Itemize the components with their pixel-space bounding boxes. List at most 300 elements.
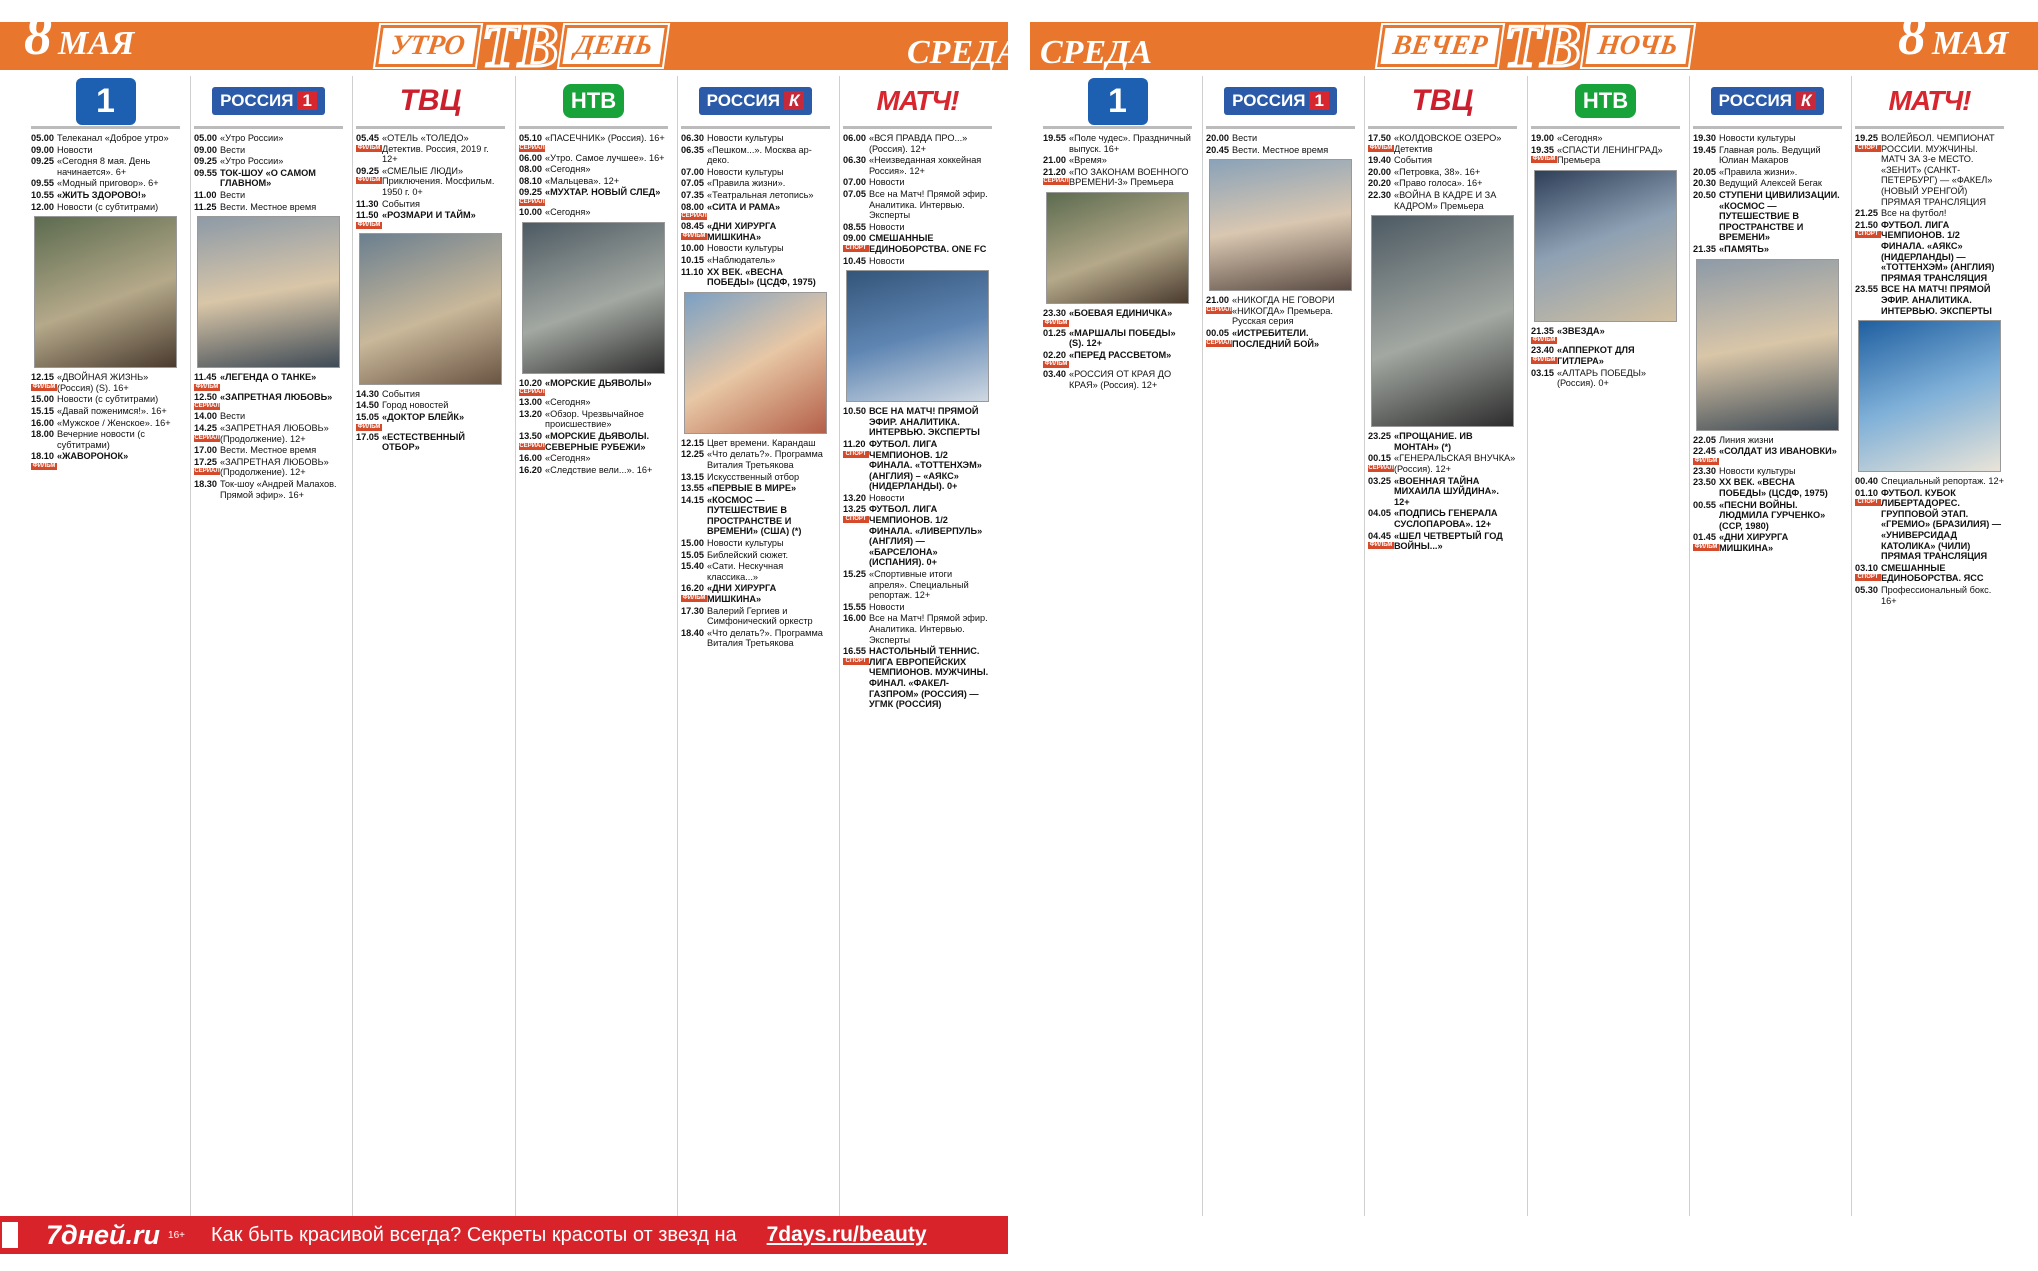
schedule-item — [1693, 435, 1842, 446]
genre-tag: СЕРИАЛ — [1206, 339, 1232, 346]
schedule-item — [194, 411, 343, 422]
schedule-item — [843, 256, 992, 267]
schedule-item — [1855, 476, 2004, 487]
channel-one-logo: 1 — [1043, 76, 1192, 129]
schedule-item — [681, 483, 830, 494]
schedule-item — [681, 178, 830, 189]
schedule-title: «ПРОЩАНИЕ. ИВ МОНТАН» (*) — [1394, 431, 1473, 452]
genre-tag: СПОРТ — [1855, 574, 1881, 581]
match-logo: МАТЧ! — [843, 76, 992, 129]
schedule-time: 23.30 — [1693, 465, 1716, 476]
program-photo — [522, 222, 665, 374]
schedule-item — [31, 451, 180, 470]
schedule-title: События — [382, 198, 420, 209]
program-photo — [1046, 192, 1189, 304]
schedule-list — [191, 129, 346, 500]
schedule-title: «Утро России» — [220, 156, 284, 167]
schedule-title: «ЖАВОРОНОК» — [57, 451, 129, 462]
schedule-item — [31, 190, 180, 201]
schedule-title: «ГЕНЕРАЛЬСКАЯ ВНУЧКА» (Россия). 12+ — [1394, 453, 1516, 474]
schedule-item — [681, 561, 830, 582]
schedule-time: 13.25 СПОРТ — [843, 504, 869, 568]
schedule-title: Все на Матч! Прямой эфир. Аналитика. Интервью. Эксперты — [869, 188, 988, 221]
schedule-title: «МУХТАР. НОВЫЙ СЛЕД» — [545, 187, 661, 198]
schedule-title: «РОССИЯ ОТ КРАЯ ДО КРАЯ» (Россия). 12+ — [1069, 369, 1172, 390]
schedule-time: 05.30 — [1855, 585, 1878, 596]
schedule-title: «Мальцева». 12+ — [545, 175, 620, 186]
schedule-title: Новости (с субтитрами) — [57, 394, 159, 405]
schedule-item — [519, 187, 668, 206]
schedule-title: Новости культуры — [1719, 133, 1796, 143]
schedule-time: 17.30 — [681, 605, 704, 616]
banner-side-stripe — [2, 1222, 18, 1248]
evening-night-logo — [1380, 13, 1690, 79]
column-russia-k — [1689, 76, 1845, 1216]
schedule-list — [1528, 129, 1683, 389]
genre-tag: СПОРТ — [1855, 499, 1881, 506]
schedule-time: 23.55 — [1855, 284, 1878, 295]
schedule-title: Новости (с субтитрами) — [57, 201, 159, 212]
schedule-title: Новости — [869, 601, 905, 612]
russia-k-logo: РОССИЯ К — [1693, 76, 1842, 129]
schedule-time: 09.00 СПОРТ — [843, 233, 869, 254]
schedule-item — [31, 202, 180, 213]
schedule-time: 16.20 — [519, 464, 542, 475]
genre-tag: ФИЛЬМ — [1532, 337, 1556, 344]
schedule-time: 20.00 — [1368, 166, 1391, 177]
column-channel-one — [1040, 76, 1195, 1216]
schedule-title: Вести. Местное время — [220, 445, 317, 456]
schedule-time: 03.15 — [1531, 367, 1554, 378]
schedule-time: 15.40 — [681, 561, 704, 572]
schedule-time: 11.45 ФИЛЬМ — [194, 372, 219, 390]
schedule-title: «Поле чудес». Праздничный выпуск. 16+ — [1069, 133, 1191, 154]
schedule-title: «ВОЕННАЯ ТАЙНА МИХАИЛА ШУЙДИНА». 12+ — [1394, 475, 1499, 507]
schedule-title: Новости — [869, 492, 905, 503]
schedule-time: 10.45 — [843, 255, 866, 266]
schedule-time: 00.55 — [1693, 499, 1716, 510]
schedule-time: 03.40 — [1043, 369, 1066, 380]
column-tvc — [1364, 76, 1520, 1216]
schedule-item — [681, 202, 830, 221]
schedule-time: 18.10 ФИЛЬМ — [31, 451, 56, 469]
schedule-item — [1206, 295, 1355, 327]
evening-word: ВЕЧЕР — [1377, 25, 1503, 67]
schedule-title: «АППЕРКОТ ДЛЯ ГИТЛЕРА» — [1557, 345, 1635, 366]
schedule-item — [1855, 220, 2004, 284]
schedule-time: 13.50 СЕРИАЛ — [519, 430, 545, 449]
schedule-title: «Наблюдатель» — [707, 254, 776, 265]
schedule-list — [516, 129, 671, 475]
genre-tag: ФИЛЬМ — [1369, 144, 1393, 151]
schedule-title: Новости культуры — [707, 243, 784, 254]
schedule-item — [194, 133, 343, 144]
schedule-time: 22.05 — [1693, 434, 1716, 445]
schedule-title: «Театральная летопись» — [707, 189, 814, 200]
schedule-item — [356, 400, 505, 411]
schedule-item — [1531, 368, 1680, 389]
schedule-title: Вести — [220, 189, 246, 200]
schedule-time: 16.00 — [843, 613, 866, 624]
schedule-list — [678, 129, 833, 649]
schedule-item — [1206, 328, 1355, 349]
right-page — [1040, 76, 2015, 1216]
schedule-title: «КОЛДОВСКОЕ ОЗЕРО» Детектив — [1394, 133, 1502, 154]
russia-k-logo: РОССИЯ К — [681, 76, 830, 129]
schedule-title: «Неизведанная хоккейная Россия». 12+ — [869, 155, 982, 176]
schedule-title: ХХ ВЕК. «ВЕСНА ПОБЕДЫ» (ЦСДФ, 1975) — [707, 266, 816, 288]
schedule-time: 17.25 СЕРИАЛ — [194, 456, 220, 475]
schedule-title: Вечерние новости (с субтитрами) — [57, 429, 146, 450]
schedule-time: 13.00 — [519, 397, 542, 408]
schedule-item — [519, 453, 668, 464]
schedule-time: 07.00 — [681, 166, 704, 177]
schedule-title: Искусственный отбор — [707, 471, 800, 482]
schedule-item — [1043, 167, 1192, 188]
schedule-title: Новости — [57, 144, 93, 155]
schedule-time: 21.50 СПОРТ — [1855, 220, 1881, 284]
schedule-time: 16.55 СПОРТ — [843, 646, 869, 710]
schedule-title: «Сегодня» — [1557, 133, 1603, 143]
channel-one-logo: 1 — [31, 76, 180, 129]
morning-word: УТРО — [375, 25, 480, 67]
schedule-title: ФУТБОЛ. ЛИГА ЧЕМПИОНОВ. 1/2 ФИНАЛА. «ТОТТЕНХЭМ» (АНГЛИЯ) – «АЯКС» (НИДЕРЛАНДЫ). 0+ — [869, 438, 982, 492]
schedule-time: 20.20 — [1368, 178, 1391, 189]
schedule-item — [681, 438, 830, 449]
schedule-time: 09.55 — [194, 167, 217, 178]
schedule-item — [1043, 369, 1192, 390]
schedule-title: «Что делать?». Программа Виталия Третьякова — [707, 449, 823, 470]
schedule-title: «ОТЕЛЬ «ТОЛЕДО» Детектив. Россия, 2019 г. 12+ — [382, 133, 489, 165]
schedule-item — [31, 178, 180, 189]
schedule-item — [681, 628, 830, 649]
schedule-title: ВОЛЕЙБОЛ. ЧЕМПИОНАТ РОССИИ. МУЖЧИНЫ. МАТЧ ЗА 3-е МЕСТО. «ЗЕНИТ» (САНКТ-ПЕТЕРБУРГ) — «ФАКЕЛ» (НОВЫЙ УРЕНГОЙ) ПРЯМАЯ ТРАНСЛЯЦИЯ — [1881, 133, 1995, 207]
schedule-title: ТОК-ШОУ «О САМОМ ГЛАВНОМ» — [220, 167, 316, 189]
genre-tag: СПОРТ — [843, 516, 869, 523]
tv-word: ТВ — [481, 13, 559, 79]
schedule-title: ФУТБОЛ. ЛИГА ЧЕМПИОНОВ. 1/2 ФИНАЛА. «ЛИВЕРПУЛЬ» (АНГЛИЯ) — «БАРСЕЛОНА» (ИСПАНИЯ). 0+ — [869, 504, 983, 568]
schedule-title: Новости — [869, 177, 905, 188]
schedule-title: «Что делать?». Программа Виталия Третьякова — [707, 627, 823, 649]
schedule-item — [1531, 345, 1680, 366]
program-photo — [34, 216, 177, 368]
day-word: ДЕНЬ — [559, 25, 668, 67]
schedule-time: 08.55 — [843, 221, 866, 232]
schedule-item — [843, 504, 992, 568]
schedule-time: 16.00 — [519, 453, 542, 464]
schedule-time: 03.25 — [1368, 475, 1391, 486]
schedule-title: «МОРСКИЕ ДЬЯВОЛЫ. СЕВЕРНЫЕ РУБЕЖИ» — [545, 430, 650, 452]
schedule-time: 08.00 — [519, 164, 542, 175]
schedule-item — [1368, 178, 1517, 189]
schedule-item — [1368, 190, 1517, 211]
schedule-title: «Сати. Нескучная классика...» — [707, 561, 784, 582]
schedule-time: 05.10 СЕРИАЛ — [519, 133, 545, 151]
schedule-item — [1043, 308, 1192, 327]
schedule-item — [681, 221, 830, 242]
schedule-item — [1531, 145, 1680, 166]
schedule-time: 21.25 — [1855, 208, 1878, 219]
tv-word: ТВ — [1504, 13, 1581, 79]
schedule-item — [356, 166, 505, 198]
schedule-item — [519, 465, 668, 476]
schedule-item — [843, 439, 992, 492]
schedule-time: 14.25 СЕРИАЛ — [194, 422, 220, 441]
schedule-time: 10.00 — [519, 206, 542, 217]
schedule-item — [519, 153, 668, 164]
genre-tag: СЕРИАЛ — [194, 434, 220, 441]
schedule-time: 14.50 — [356, 400, 379, 411]
schedule-time: 15.25 — [843, 569, 866, 580]
schedule-time: 21.00 — [1043, 155, 1066, 166]
schedule-time: 21.00 СЕРИАЛ — [1206, 295, 1232, 313]
schedule-title: Все на Матч! Прямой эфир. Аналитика. Интервью. Эксперты — [869, 613, 988, 645]
schedule-item — [1368, 531, 1517, 552]
schedule-title: «МАРШАЛЫ ПОБЕДЫ» (S). 12+ — [1069, 327, 1176, 349]
schedule-title: Вести — [1232, 133, 1258, 143]
column-ntv — [515, 76, 671, 1216]
schedule-title: «Сегодня» — [545, 206, 591, 217]
genre-tag: ФИЛЬМ — [1044, 319, 1068, 326]
schedule-time: 23.40 ФИЛЬМ — [1531, 345, 1556, 363]
schedule-title: «Модный приговор». 6+ — [57, 178, 159, 189]
schedule-item — [519, 176, 668, 187]
column-russia-1 — [1202, 76, 1358, 1216]
genre-tag: ФИЛЬМ — [682, 595, 706, 602]
schedule-time: 05.45 ФИЛЬМ — [356, 133, 381, 151]
right-weekday: СРЕДА — [1040, 34, 1153, 71]
schedule-item — [1855, 208, 2004, 219]
schedule-time: 20.00 — [1206, 133, 1229, 143]
left-page — [28, 76, 1003, 1216]
schedule-time: 06.30 — [681, 133, 704, 143]
date-number: 8 — [1898, 5, 1926, 67]
schedule-title: «ЖИТЬ ЗДОРОВО!» — [57, 189, 147, 200]
schedule-title: «СОЛДАТ ИЗ ИВАНОВКИ» — [1719, 446, 1837, 457]
schedule-list — [1852, 129, 2007, 606]
schedule-item — [356, 389, 505, 400]
schedule-title: «ЗАПРЕТНАЯ ЛЮБОВЬ» (Продолжение). 12+ — [220, 422, 329, 444]
schedule-time: 09.00 — [31, 144, 54, 155]
banner-link[interactable]: 7days.ru/beauty — [766, 1223, 927, 1246]
schedule-item — [1855, 585, 2004, 606]
schedule-time: 09.25 СЕРИАЛ — [519, 187, 545, 205]
genre-tag: ФИЛЬМ — [357, 144, 381, 151]
schedule-item — [843, 189, 992, 221]
schedule-time: 13.15 — [681, 471, 704, 482]
schedule-time: 19.35 ФИЛЬМ — [1531, 144, 1556, 163]
genre-tag: СЕРИАЛ — [519, 389, 545, 396]
schedule-time: 11.20 СПОРТ — [843, 439, 869, 492]
schedule-list — [28, 129, 183, 470]
schedule-time: 12.15 — [681, 437, 704, 448]
schedule-item — [843, 646, 992, 710]
schedule-time: 20.05 — [1693, 166, 1716, 177]
schedule-list — [1690, 129, 1845, 553]
schedule-time: 19.00 — [1531, 133, 1554, 143]
column-match — [1851, 76, 2007, 1216]
schedule-title: Валерий Гергиев и Симфонический оркестр — [707, 605, 813, 627]
schedule-title: «ИСТРЕБИТЕЛИ. ПОСЛЕДНИЙ БОЙ» — [1232, 327, 1320, 349]
schedule-title: «Спортивные итоги апреля». Специальный репортаж. 12+ — [869, 569, 969, 601]
schedule-item — [1693, 532, 1842, 553]
program-photo — [1371, 215, 1514, 427]
schedule-item — [1368, 508, 1517, 529]
schedule-time: 12.50 СЕРИАЛ — [194, 391, 220, 410]
schedule-title: «Правила жизни». — [1719, 166, 1798, 177]
right-date — [1898, 5, 2009, 67]
schedule-item — [31, 406, 180, 417]
schedule-title: «КОСМОС — ПУТЕШЕСТВИЕ В ПРОСТРАНСТВЕ И ВРЕМЕНИ» (США) (*) — [707, 494, 802, 537]
schedule-time: 05.00 — [31, 133, 54, 143]
schedule-item — [194, 457, 343, 478]
schedule-title: «Сегодня» — [545, 453, 591, 464]
schedule-item — [681, 472, 830, 483]
schedule-item — [31, 145, 180, 156]
schedule-time: 07.05 — [843, 188, 866, 199]
ntv-logo: НТВ — [1531, 76, 1680, 129]
genre-tag: СЕРИАЛ — [194, 403, 220, 410]
schedule-time: 04.45 ФИЛЬМ — [1368, 530, 1393, 549]
ad-banner[interactable] — [0, 1216, 1008, 1254]
schedule-time: 11.10 — [681, 266, 704, 277]
schedule-item — [1693, 145, 1842, 166]
schedule-title: «ПАМЯТЬ» — [1719, 243, 1769, 254]
schedule-title: «БОЕВАЯ ЕДИНИЧКА» — [1069, 307, 1173, 318]
schedule-time: 08.00 СЕРИАЛ — [681, 201, 707, 220]
genre-tag: СЕРИАЛ — [681, 213, 707, 220]
schedule-item — [1531, 133, 1680, 144]
night-word: НОЧЬ — [1582, 25, 1694, 67]
schedule-time: 10.00 — [681, 243, 704, 254]
schedule-item — [31, 133, 180, 144]
schedule-title: «СМЕЛЫЕ ЛЮДИ» Приключения. Мосфильм. 1950 г. 0+ — [382, 165, 495, 197]
schedule-item — [356, 432, 505, 453]
schedule-item — [843, 222, 992, 233]
schedule-item — [843, 133, 992, 154]
schedule-item — [1693, 167, 1842, 178]
schedule-item — [681, 267, 830, 288]
genre-tag: ФИЛЬМ — [1369, 542, 1393, 549]
schedule-item — [519, 397, 668, 408]
schedule-title: «Время» — [1069, 155, 1107, 166]
schedule-title: Новости культуры — [707, 166, 784, 177]
schedule-time: 15.55 — [843, 601, 866, 612]
genre-tag: ФИЛЬМ — [1694, 543, 1718, 550]
schedule-title: События — [1394, 155, 1432, 166]
schedule-title: Профессиональный бокс. 16+ — [1881, 585, 1992, 606]
schedule-title: «РОЗМАРИ И ТАЙМ» — [382, 210, 476, 221]
schedule-title: «ПОДПИСЬ ГЕНЕРАЛА СУСЛОПАРОВА». 12+ — [1394, 508, 1498, 529]
genre-tag: ФИЛЬМ — [32, 383, 56, 390]
genre-tag: ФИЛЬМ — [32, 462, 56, 469]
schedule-title: Вести. Местное время — [220, 201, 317, 212]
schedule-time: 15.05 ФИЛЬМ — [356, 411, 381, 430]
program-photo — [1209, 159, 1352, 291]
schedule-time: 18.00 — [31, 429, 54, 440]
schedule-time: 08.10 — [519, 175, 542, 186]
schedule-list — [1365, 129, 1520, 552]
schedule-item — [681, 190, 830, 201]
schedule-item — [194, 202, 343, 213]
schedule-time: 19.45 — [1693, 144, 1716, 155]
schedule-title: «ЗАПРЕТНАЯ ЛЮБОВЬ» — [220, 391, 333, 402]
schedule-title: «НИКОГДА НЕ ГОВОРИ «НИКОГДА» Премьера. Русская серия — [1232, 295, 1335, 327]
genre-tag: СЕРИАЛ — [519, 144, 545, 151]
column-match — [839, 76, 995, 1216]
schedule-title: Телеканал «Доброе утро» — [57, 133, 169, 143]
schedule-time: 00.15 СЕРИАЛ — [1368, 453, 1394, 471]
schedule-item — [356, 210, 505, 229]
schedule-time: 07.35 — [681, 189, 704, 200]
schedule-time: 07.00 — [843, 177, 866, 188]
schedule-title: «ДВОЙНАЯ ЖИЗНЬ» (Россия) (S). 16+ — [57, 372, 149, 393]
schedule-time: 09.55 — [31, 178, 54, 189]
schedule-title: «Обзор. Чрезвычайное происшествие» — [545, 408, 644, 430]
schedule-item — [681, 550, 830, 561]
tvc-logo: ТВЦ — [356, 76, 505, 129]
schedule-item — [194, 479, 343, 500]
schedule-title: «МОРСКИЕ ДЬЯВОЛЫ» — [545, 377, 652, 388]
schedule-time: 02.20 ФИЛЬМ — [1043, 349, 1068, 368]
schedule-title: ВСЕ НА МАТЧ! ПРЯМОЙ ЭФИР. АНАЛИТИКА. ИНТЕРВЬЮ. ЭКСПЕРТЫ — [1881, 284, 1992, 316]
schedule-time: 07.05 — [681, 178, 704, 189]
schedule-item — [1855, 563, 2004, 584]
schedule-time: 09.25 ФИЛЬМ — [356, 165, 381, 184]
schedule-title: «ДНИ ХИРУРГА МИШКИНА» — [1719, 532, 1789, 553]
schedule-item — [681, 583, 830, 604]
schedule-time: 03.10 СПОРТ — [1855, 563, 1881, 584]
schedule-item — [1693, 477, 1842, 498]
schedule-time: 11.00 — [194, 189, 217, 200]
schedule-time: 20.30 — [1693, 178, 1716, 189]
schedule-time: 10.20 СЕРИАЛ — [519, 377, 545, 396]
schedule-title: «Петровка, 38». 16+ — [1394, 166, 1481, 177]
schedule-item — [194, 423, 343, 444]
schedule-title: ХХ ВЕК. «ВЕСНА ПОБЕДЫ» (ЦСДФ, 1975) — [1719, 477, 1828, 498]
schedule-title: «ДНИ ХИРУРГА МИШКИНА» — [707, 583, 777, 605]
schedule-title: СТУПЕНИ ЦИВИЛИЗАЦИИ. «КОСМОС — ПУТЕШЕСТВИЕ В ПРОСТРАНСТВЕ И ВРЕМЕНИ» — [1719, 189, 1840, 243]
schedule-item — [843, 602, 992, 613]
schedule-time: 06.30 — [843, 155, 866, 166]
genre-tag: ФИЛЬМ — [1532, 356, 1556, 363]
schedule-title: «ЗВЕЗДА» — [1557, 325, 1605, 336]
schedule-time: 21.35 — [1693, 243, 1716, 254]
left-date — [24, 5, 135, 67]
schedule-item — [1693, 244, 1842, 255]
schedule-item — [1043, 350, 1192, 369]
left-weekday: СРЕДА — [907, 34, 1020, 71]
schedule-item — [194, 372, 343, 391]
genre-tag: СПОРТ — [1855, 145, 1881, 152]
schedule-item — [519, 378, 668, 397]
schedule-title: «ПАСЕЧНИК» (Россия). 16+ — [545, 133, 665, 143]
schedule-time: 23.50 — [1693, 477, 1716, 488]
schedule-time: 06.35 — [681, 144, 704, 155]
schedule-item — [519, 164, 668, 175]
schedule-time: 23.30 ФИЛЬМ — [1043, 307, 1068, 326]
schedule-item — [1855, 133, 2004, 207]
schedule-title: ВСЕ НА МАТЧ! ПРЯМОЙ ЭФИР. АНАЛИТИКА. ИНТЕРВЬЮ. ЭКСПЕРТЫ — [869, 406, 980, 438]
column-tvc — [352, 76, 508, 1216]
schedule-title: «ЕСТЕСТВЕННЫЙ ОТБОР» — [382, 431, 466, 453]
schedule-item — [681, 167, 830, 178]
schedule-title: Цвет времени. Карандаш — [707, 437, 816, 448]
schedule-time: 05.00 — [194, 133, 217, 143]
schedule-title: Библейский сюжет. — [707, 549, 789, 560]
schedule-title: ФУТБОЛ. КУБОК ЛИБЕРТАДОРЕС. ГРУППОВОЙ ЭТАП. «ГРЕМИО» (БРАЗИЛИЯ) — «УНИВЕРСИДАД КАТОЛИКА» (ЧИЛИ) ПРЯМАЯ ТРАНСЛЯЦИЯ — [1881, 487, 2002, 562]
schedule-time: 11.25 — [194, 201, 217, 212]
